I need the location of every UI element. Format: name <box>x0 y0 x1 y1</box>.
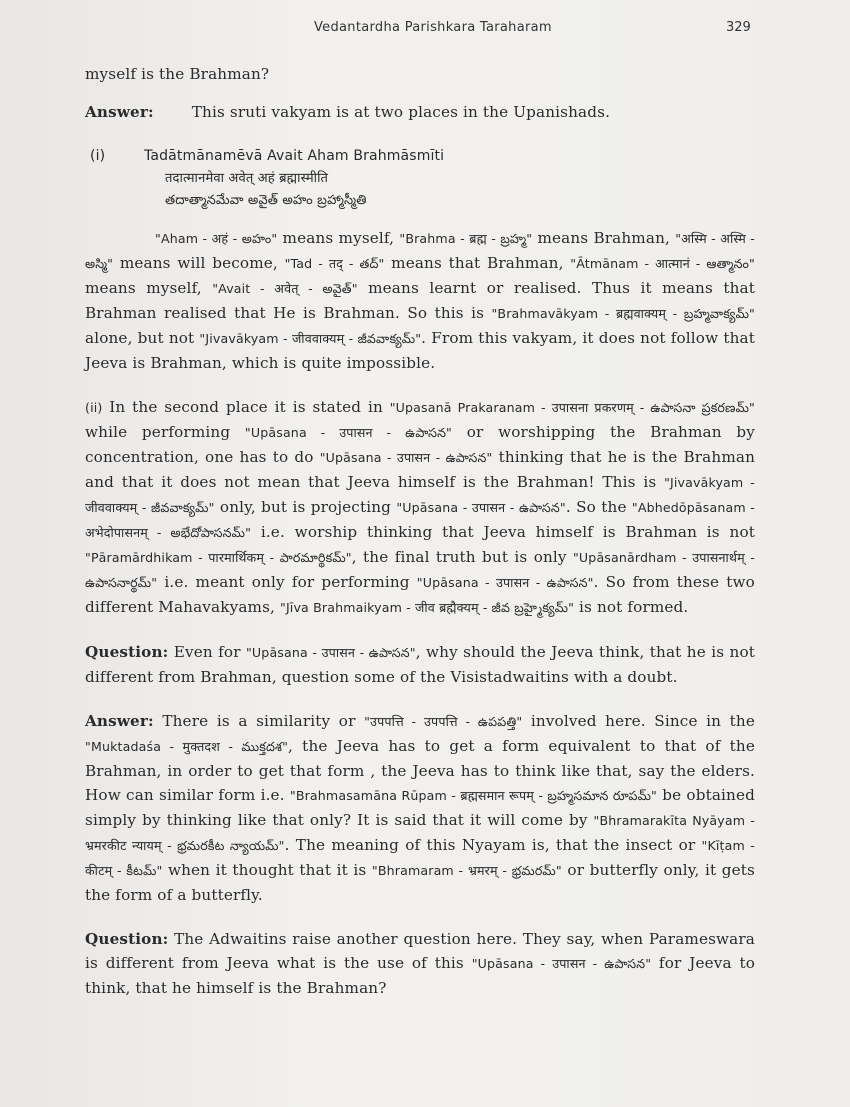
text-run: In the second place it is stated in <box>102 398 390 416</box>
text-run: , the final truth but is only <box>351 548 573 566</box>
text-run: while performing <box>85 423 245 441</box>
sanskrit-term: "Bhramaram - भ्रमरम् - భ్రమరమ్" <box>371 863 562 878</box>
question-paragraph-2 <box>85 927 755 1000</box>
section-label: Answer: <box>85 712 154 730</box>
text-run: for Jeeva to think, that he himself is the Brahman? <box>85 954 755 997</box>
text-run: means Brahman, <box>532 229 676 247</box>
answer-paragraph-1 <box>85 100 755 124</box>
sanskrit-term: "Jivavākyam - जीववाक्यम् - జీవవాక్యమ్" <box>85 475 755 515</box>
sanskrit-term: "Tad - तद् - తద్" <box>284 256 385 271</box>
text-run: be obtained simply by thinking like that only? It is said that it will come by <box>85 786 755 829</box>
sanskrit-term: "अस्मि - अस्मि - అస్మి" <box>85 231 755 271</box>
verse-devanagari: तदात्मानमेवा अवेत् अहं ब्रह्मास्मीति <box>165 171 329 186</box>
text-run: alone, but not <box>85 329 200 347</box>
sanskrit-term: "Aham - अहं - అహం" <box>155 231 278 246</box>
answer-text: This sruti vakyam is at two places in the Upanishads. <box>191 103 611 121</box>
page-header <box>0 18 850 40</box>
sanskrit-term: "Upāsana - उपासन - ఉపాసన" <box>319 450 493 465</box>
question-paragraph-1 <box>85 640 755 689</box>
page-content <box>85 62 755 1000</box>
sanskrit-term: "Abhedōpāsanam - अभेदोपासनम् - అభేదోపాసనమ్" <box>85 500 755 540</box>
text-run: The Adwaitins raise another question here. They say, when Parameswara is different from Jeeva what is the use of this <box>85 930 755 972</box>
text-run: Even for <box>168 643 246 661</box>
paragraph-second-place <box>85 395 755 620</box>
sanskrit-term: "Upāsana - उपासन - ఉపాసన" <box>396 500 566 515</box>
sanskrit-term: "Brahmasamāna Rūpam - ब्रह्मसमान रूपम् - బ్రహ్మసమాన రూపమ్" <box>289 788 658 803</box>
answer-paragraph-2 <box>85 709 755 907</box>
text-run: means myself, <box>85 279 213 297</box>
answer-label: Answer: <box>85 103 154 121</box>
text-run: is not formed. <box>574 598 689 616</box>
sanskrit-term: "उपपत्ति - उपपत्ति - ఉపపత్తి" <box>364 714 523 729</box>
sanskrit-term: "Upāsana - उपासन - ఉపాసన" <box>416 575 594 590</box>
verse-transliteration: Tadātmānamēvā Avait Aham Brahmāsmīti <box>144 148 445 164</box>
text-run: thinking that he is the Brahman and that it does not mean that Jeeva himself is the Brahman! This is <box>85 448 756 491</box>
sanskrit-term: (ii) <box>85 400 103 415</box>
sanskrit-term: "Jivavākyam - जीववाक्यम् - జీవవాక్యమ్" <box>199 331 422 346</box>
page-number: 329 <box>726 20 751 35</box>
text-run: . From this vakyam, it does not follow that Jeeva is Brahman, which is quite impossible. <box>85 329 756 372</box>
sanskrit-term: "Brahma - ब्रह्म - బ్రహ్మ" <box>399 231 533 246</box>
sanskrit-term: "Brahmavākyam - ब्रह्मवाक्यम् - బ్రహ్మవాక్యమ్" <box>491 306 755 321</box>
text-run: i.e. worship thinking that Jeeva himself is Brahman is not <box>251 523 755 541</box>
sanskrit-term: "Muktadaśa - मुक्तदश - ముక్తదశ" <box>85 739 289 754</box>
running-title: Vedantardha Parishkara Taraharam <box>314 20 552 35</box>
text-run: or worshipping the Brahman by concentration, one has to do <box>85 423 755 466</box>
sanskrit-term: "Avait - अवेत् - అవైత్" <box>212 281 358 296</box>
text-run: , why should the Jeeva think, that he is not different from Brahman, question some of the Visistadwaitins with a doubt. <box>85 643 755 686</box>
text-run: means learnt or realised. Thus it means that Brahman realised that He is Brahman. So this is <box>85 279 756 322</box>
sanskrit-term: "Upāsana - उपासन - ఉపాసన" <box>244 425 452 440</box>
text-run: involved here. Since in the <box>522 712 755 730</box>
text-run: . The meaning of this Nyayam is, that the insect or <box>284 836 702 854</box>
text-run: . So the <box>565 498 632 516</box>
paragraph-aham <box>85 226 755 375</box>
sanskrit-term: "Bhramarakīta Nyāyam - भ्रमरकीट न्यायम् - భ్రమరకీట న్యాయమ్" <box>85 813 755 853</box>
text-run: . So from these two different Mahavakyams, <box>85 573 755 616</box>
text-run: i.e. meant only for performing <box>157 573 417 591</box>
text-run: means myself, <box>277 229 400 247</box>
sanskrit-term: "Upāsanārdham - उपासनार्थम् - ఉపాసనార్థమ్" <box>85 550 755 590</box>
text-run: only, but is projecting <box>214 498 397 516</box>
text-run: There is a similarity or <box>153 712 365 730</box>
sanskrit-term: "Upāsana - उपासन - ఉపాసన" <box>471 956 652 971</box>
text-run: or butterfly only, it gets the form of a butterfly. <box>85 861 755 904</box>
paragraph-question-end: myself is the Brahman? <box>85 65 270 83</box>
section-label: Question: <box>85 643 169 661</box>
section-label: Question: <box>85 930 169 948</box>
sanskrit-term: "Kīṭam - कीटम् - కీటమ్" <box>85 838 755 878</box>
verse-latin-line <box>90 144 755 168</box>
sanskrit-term: "Ātmānam - आत्मानं - ఆత్మానం" <box>570 256 756 271</box>
sanskrit-term: "Jīva Brahmaikyam - जीव ब्रह्मैक्यम् - జీవ బ్రహ్మైక్యమ్" <box>280 600 575 615</box>
sanskrit-term: "Upāsana - उपासन - ఉపాసన" <box>245 645 416 660</box>
sanskrit-term: "Upasanā Prakaranam - उपासना प्रकरणम् - ఉపాసనా ప్రకరణమ్" <box>389 400 756 415</box>
text-run: when it thought that it is <box>162 861 372 879</box>
text-run: means will become, <box>113 254 285 272</box>
sanskrit-term: "Pāramārdhikam - पारमार्थिकम् - పారమార్థికమ్" <box>85 550 352 565</box>
text-run: means that Brahman, <box>384 254 571 272</box>
text-run: , the Jeeva has to get a form equivalent to that of the Brahman, in order to get that form , the Jeeva has to think like that, say the elders. How can similar form i.e. <box>85 737 755 804</box>
item-number: (i) <box>90 148 106 164</box>
verse-telugu: తదాత్మానమేవా అవైత్ అహం బ్రహ్మాస్మీతి <box>165 193 367 208</box>
